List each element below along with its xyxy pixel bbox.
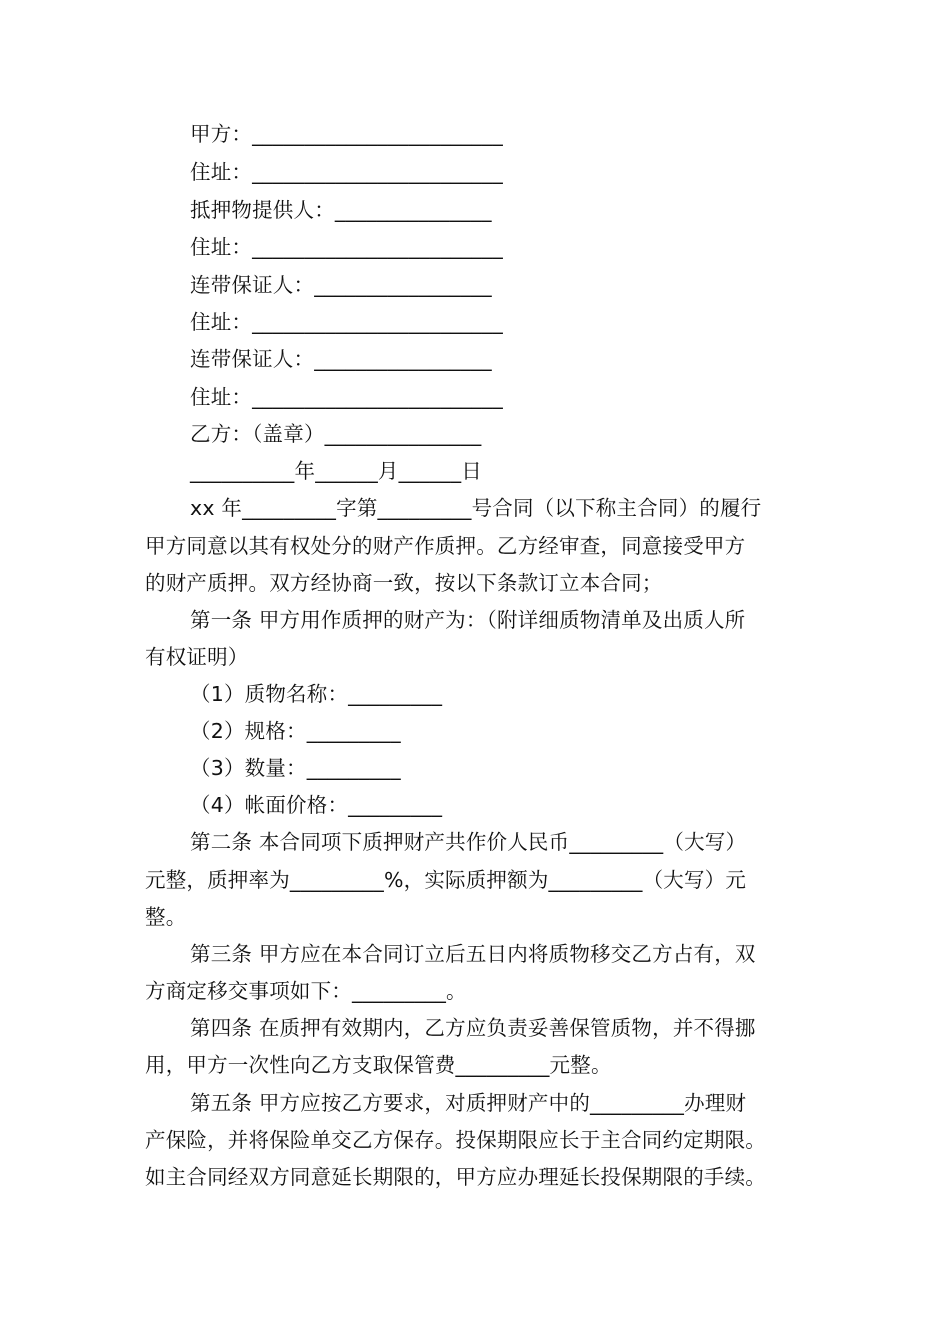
article-2-line: 第二条 本合同项下质押财产共作价人民币_________（大写） xyxy=(190,830,747,854)
joint-guarantor-1-address-line: 住址：________________________ xyxy=(190,310,503,334)
party-b-line: 乙方：（盖章）_______________ xyxy=(190,422,482,446)
article-5-line: 如主合同经双方同意延长期限的，甲方应办理延长投保期限的手续。 xyxy=(145,1165,766,1189)
preamble-line: xx 年_________字第_________号合同（以下称主合同）的履行 xyxy=(190,496,762,520)
article-1-line: 有权证明） xyxy=(145,645,249,669)
article-2-line: 整。 xyxy=(145,905,187,929)
preamble-line: 的财产质押。双方经协商一致，按以下条款订立本合同； xyxy=(145,571,663,595)
item-line: （3）数量：_________ xyxy=(190,756,401,780)
joint-guarantor-2-line: 连带保证人：_________________ xyxy=(190,347,492,371)
article-2-line: 元整，质押率为_________%，实际质押额为_________（大写）元 xyxy=(145,868,747,892)
joint-guarantor-2-address-line: 住址：________________________ xyxy=(190,385,503,409)
item-line: （4）帐面价格：_________ xyxy=(190,793,443,817)
article-5-line: 第五条 甲方应按乙方要求，对质押财产中的_________办理财 xyxy=(190,1091,747,1115)
article-3-line: 方商定移交事项如下：_________。 xyxy=(145,979,467,1003)
item-line: （2）规格：_________ xyxy=(190,719,401,743)
party-a-line: 甲方：________________________ xyxy=(190,122,503,146)
party-a-address-line: 住址：________________________ xyxy=(190,160,503,184)
item-line: （1）质物名称：_________ xyxy=(190,682,443,706)
article-4-line: 第四条 在质押有效期内，乙方应负责妥善保管质物，并不得挪 xyxy=(190,1016,756,1040)
collateral-provider-address-line: 住址：________________________ xyxy=(190,235,503,259)
collateral-provider-line: 抵押物提供人：_______________ xyxy=(190,198,492,222)
article-4-line: 用，甲方一次性向乙方支取保管费_________元整。 xyxy=(145,1053,612,1077)
joint-guarantor-1-line: 连带保证人：_________________ xyxy=(190,273,492,297)
preamble-line: 甲方同意以其有权处分的财产作质押。乙方经审查，同意接受甲方 xyxy=(145,534,746,558)
article-5-line: 产保险，并将保险单交乙方保存。投保期限应长于主合同约定期限。 xyxy=(145,1128,766,1152)
article-3-line: 第三条 甲方应在本合同订立后五日内将质物移交乙方占有，双 xyxy=(190,942,756,966)
article-1-line: 第一条 甲方用作质押的财产为：（附详细质物清单及出质人所 xyxy=(190,608,746,632)
date-line: __________年______月______日 xyxy=(190,459,482,483)
